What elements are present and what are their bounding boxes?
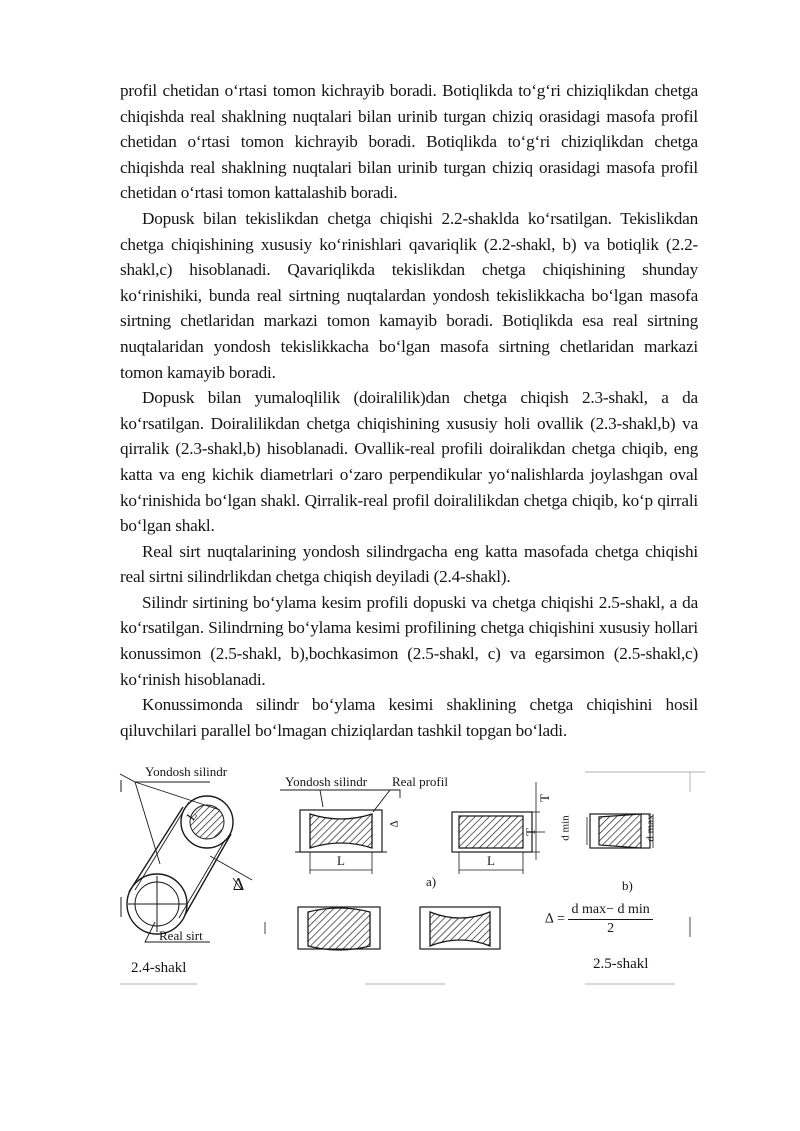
formula-denominator: 2 (607, 921, 615, 936)
subfigure-a-label: a) (426, 874, 437, 889)
d-min-label: d min (559, 815, 572, 841)
letter-L-a2: L (487, 853, 495, 868)
caption-2-4: 2.4-shakl (131, 960, 187, 976)
letter-T-1: T (536, 794, 552, 802)
paragraph-5: Silindr sirtining bo‘ylama kesim profili dopuski va chetga chiqishi 2.5-shakl, a da ko‘rsatilgan. Silindrning bo‘ylama kesimi profilining chetga chiqishini xususiy hollari konussimon (2.5-shakl, b),bochkasimon (2.5-shakl, c) va egarsimon (2.5-shakl,c) ko‘rinish hisoblanadi. (120, 592, 698, 689)
label-adjacent-cylinder-2-5: Yondosh silindr (285, 774, 368, 789)
body-text (120, 78, 698, 743)
formula-fraction (568, 902, 652, 937)
paragraph-1: profil chetidan o‘rtasi tomon kichrayib boradi. Botiqlikda to‘g‘ri chiziqlikdan chetga chiqishda real shaklning nuqtalari bilan urinib turgan chiziq orasidagi masofa profil chetidan o‘rtasi tomon kichrayib boradi. Botiqlikda to‘g‘ri chiziqlikdan chetga chiqishda real shaklning nuqtalari bilan urinib turgan chiziq orasidagi masofa profil chetidan o‘rtasi tomon kattalashib boradi. (120, 81, 698, 203)
figures-area (115, 752, 705, 992)
delta-symbol-2-4: ∆ (233, 874, 245, 894)
subfigure-b-label: b) (622, 878, 633, 893)
letter-L-2-4: L (183, 808, 200, 824)
paragraph-3: Dopusk bilan yumaloqlilik (doiralilik)dan chetga chiqish 2.3-shakl, a da ko‘rsatilgan. Doiralilikdan chetga chiqishining xususiy holi ovallik (2.3-shakl,b) va qirralik (2.3-shakl,b) hisoblanadi. Ovallik-real profili doiralikdan chetga chiqib, eng katta va eng kichik diametrlari o‘zaro perpendikular yo‘nalishlarda joylashgan oval ko‘rinishida bo‘lgan shakl. Qirralik-real profil doiralilikdan chetga chiqib, ko‘p qirrali bo‘lgan shakl. (120, 388, 698, 536)
label-real-surface: Real sirt (159, 928, 203, 943)
delta-symbol-2-5: ∆ (388, 820, 401, 828)
paragraph-2: Dopusk bilan tekislikdan chetga chiqishi 2.2-shaklda ko‘rsatilgan. Tekislikdan chetga chiqishining xususiy ko‘rinishlari qavariqlik (2.2-shakl, b) va botiqlik (2.2-shakl,c) hisoblanadi. Qavariqlikda tekislikdan chetga chiqishining shunday ko‘rinishiki, bunda real sirtning nuqtalardan yondosh tekislikkacha bo‘lgan masofa sirtning chetlaridan markazi tomon kamayib boradi. Botiqlikda esa real sirtning nuqtalaridan yondosh tekislikkacha bo‘lgan masofa sirtning chetlaridan markazi tomon kamayib boradi. (120, 208, 698, 382)
figure-2-5-drawing (265, 772, 705, 984)
formula-numerator: d max− d min (568, 902, 652, 920)
formula-lhs: ∆ = (545, 911, 565, 927)
paragraph-4: Real sirt nuqtalarining yondosh silindrgacha eng katta masofada chetga chiqishi real sirtni silindrlikdan chetga chiqish deyiladi (2.4-shakl). (120, 541, 698, 587)
delta-formula (545, 902, 653, 937)
d-max-label: d max (644, 814, 657, 842)
caption-2-5: 2.5-shakl (593, 956, 649, 972)
letter-L-a1: L (337, 853, 345, 868)
label-real-profile: Real profil (392, 774, 448, 789)
label-adjacent-cylinder-2-4: Yondosh silindr (145, 764, 228, 779)
paragraph-6: Konussimonda silindr bo‘ylama kesimi shaklining chetga chiqishini hosil qiluvchilari parallel bo‘lmagan chiziqlardan tashkil topgan bo‘ladi. (120, 695, 698, 740)
letter-T-2: T (522, 828, 538, 836)
